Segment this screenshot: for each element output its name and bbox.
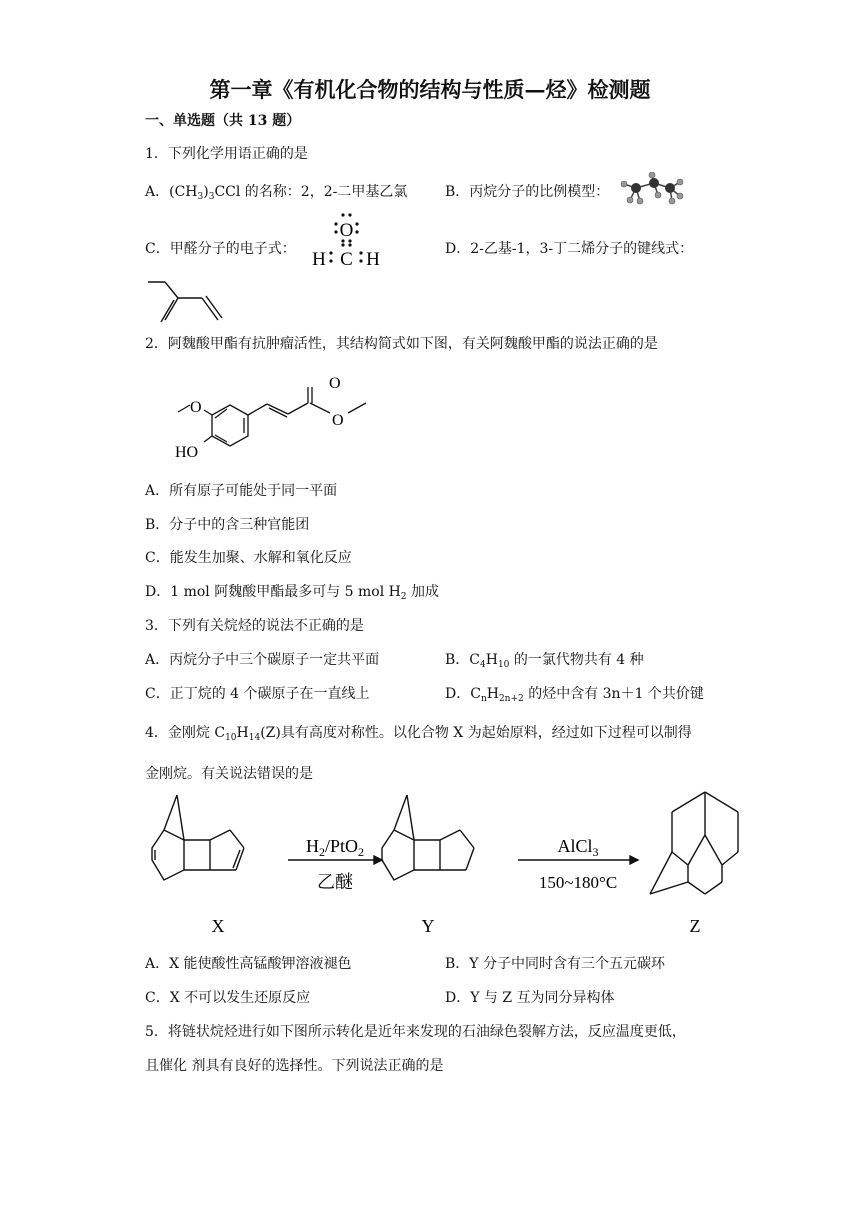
page-title: 第一章《有机化合物的结构与性质—烃》检测题 bbox=[209, 77, 651, 102]
ethylbutadiene-skeletal-formula bbox=[140, 268, 230, 328]
arrow2-catalyst: AlCl$_3$ bbox=[557, 836, 599, 859]
section-heading: 一、单选题（共 13 题） bbox=[145, 113, 301, 129]
label-x: X bbox=[211, 916, 225, 936]
q2-option-b: B．分子中的含三种官能团 bbox=[145, 517, 310, 533]
q2-option-c: C．能发生加聚、水解和氧化反应 bbox=[145, 550, 352, 566]
q1-option-d: D．2-乙基-1，3-丁二烯分子的键线式： bbox=[445, 241, 694, 257]
question-5-stem-cont: 且催化 剂具有良好的选择性。下列说法正确的是 bbox=[145, 1058, 444, 1074]
formaldehyde-lewis-structure bbox=[306, 210, 386, 270]
hydroxyl-ho: HO bbox=[175, 444, 199, 461]
lewis-h-left: H bbox=[312, 249, 326, 270]
q4-option-d: D．Y 与 Z 互为同分异构体 bbox=[445, 990, 615, 1006]
q3-option-b: B．$C_4H_{10}$ 的一氯代物共有 4 种 bbox=[445, 652, 644, 670]
q3-option-a: A．丙烷分子中三个碳原子一定共平面 bbox=[145, 652, 380, 668]
arrow2-temperature: 150~180°C bbox=[538, 873, 618, 892]
question-1-stem: 1．下列化学用语正确的是 bbox=[145, 146, 308, 162]
reaction-scheme bbox=[140, 790, 760, 940]
carbonyl-o: O bbox=[329, 375, 341, 392]
q3-option-d: D．$C_nH_{2n+2}$ 的烃中含有 3n＋1 个共价键 bbox=[445, 686, 704, 704]
question-4-stem-cont: 金刚烷。有关说法错误的是 bbox=[145, 766, 313, 782]
q4-option-b: B．Y 分子中同时含有三个五元碳环 bbox=[445, 956, 665, 972]
arrow1-solvent: 乙醚 bbox=[317, 872, 353, 893]
question-5-stem: 5．将链状烷烃进行如下图所示转化是近年来发现的石油绿色裂解方法，反应温度更低， bbox=[145, 1024, 686, 1040]
propane-ball-model bbox=[618, 172, 688, 208]
q1-option-c: C．甲醛分子的电子式： bbox=[145, 241, 296, 257]
q4-option-a: A．X 能使酸性高锰酸钾溶液褪色 bbox=[145, 956, 352, 972]
methoxy-o: O bbox=[190, 399, 202, 416]
question-2-stem: 2．阿魏酸甲酯有抗肿瘤活性，其结构简式如下图，有关阿魏酸甲酯的说法正确的是 bbox=[145, 336, 658, 352]
q1-option-b: B．丙烷分子的比例模型： bbox=[445, 184, 610, 200]
question-4-stem: 4．金刚烷 $C_{10}H_{14}(Z)$具有高度对称性。以化合物 X 为起始原料，经过如下过程可以制得 bbox=[145, 725, 692, 743]
methyl-ferulate-structure bbox=[170, 370, 370, 465]
lewis-h-right: H bbox=[366, 249, 380, 270]
label-z: Z bbox=[689, 916, 701, 936]
label-y: Y bbox=[421, 916, 435, 936]
lewis-c: C bbox=[340, 249, 353, 270]
lewis-o: O bbox=[339, 220, 354, 241]
q2-option-a: A．所有原子可能处于同一平面 bbox=[145, 483, 338, 499]
q2-option-d: D．1 mol 阿魏酸甲酯最多可与 5 mol $H_2$ 加成 bbox=[145, 584, 440, 602]
arrow1-reagent: $H_2/PtO_2$ bbox=[305, 836, 365, 859]
question-3-stem: 3．下列有关烷烃的说法不正确的是 bbox=[145, 618, 364, 634]
q1-option-a: A．$(CH_3)_3CCl$ 的名称：2，2-二甲基乙氯 bbox=[145, 184, 408, 202]
q4-option-c: C．X 不可以发生还原反应 bbox=[145, 990, 311, 1006]
ester-o: O bbox=[332, 412, 344, 429]
q3-option-c: C．正丁烷的 4 个碳原子在一直线上 bbox=[145, 686, 370, 702]
